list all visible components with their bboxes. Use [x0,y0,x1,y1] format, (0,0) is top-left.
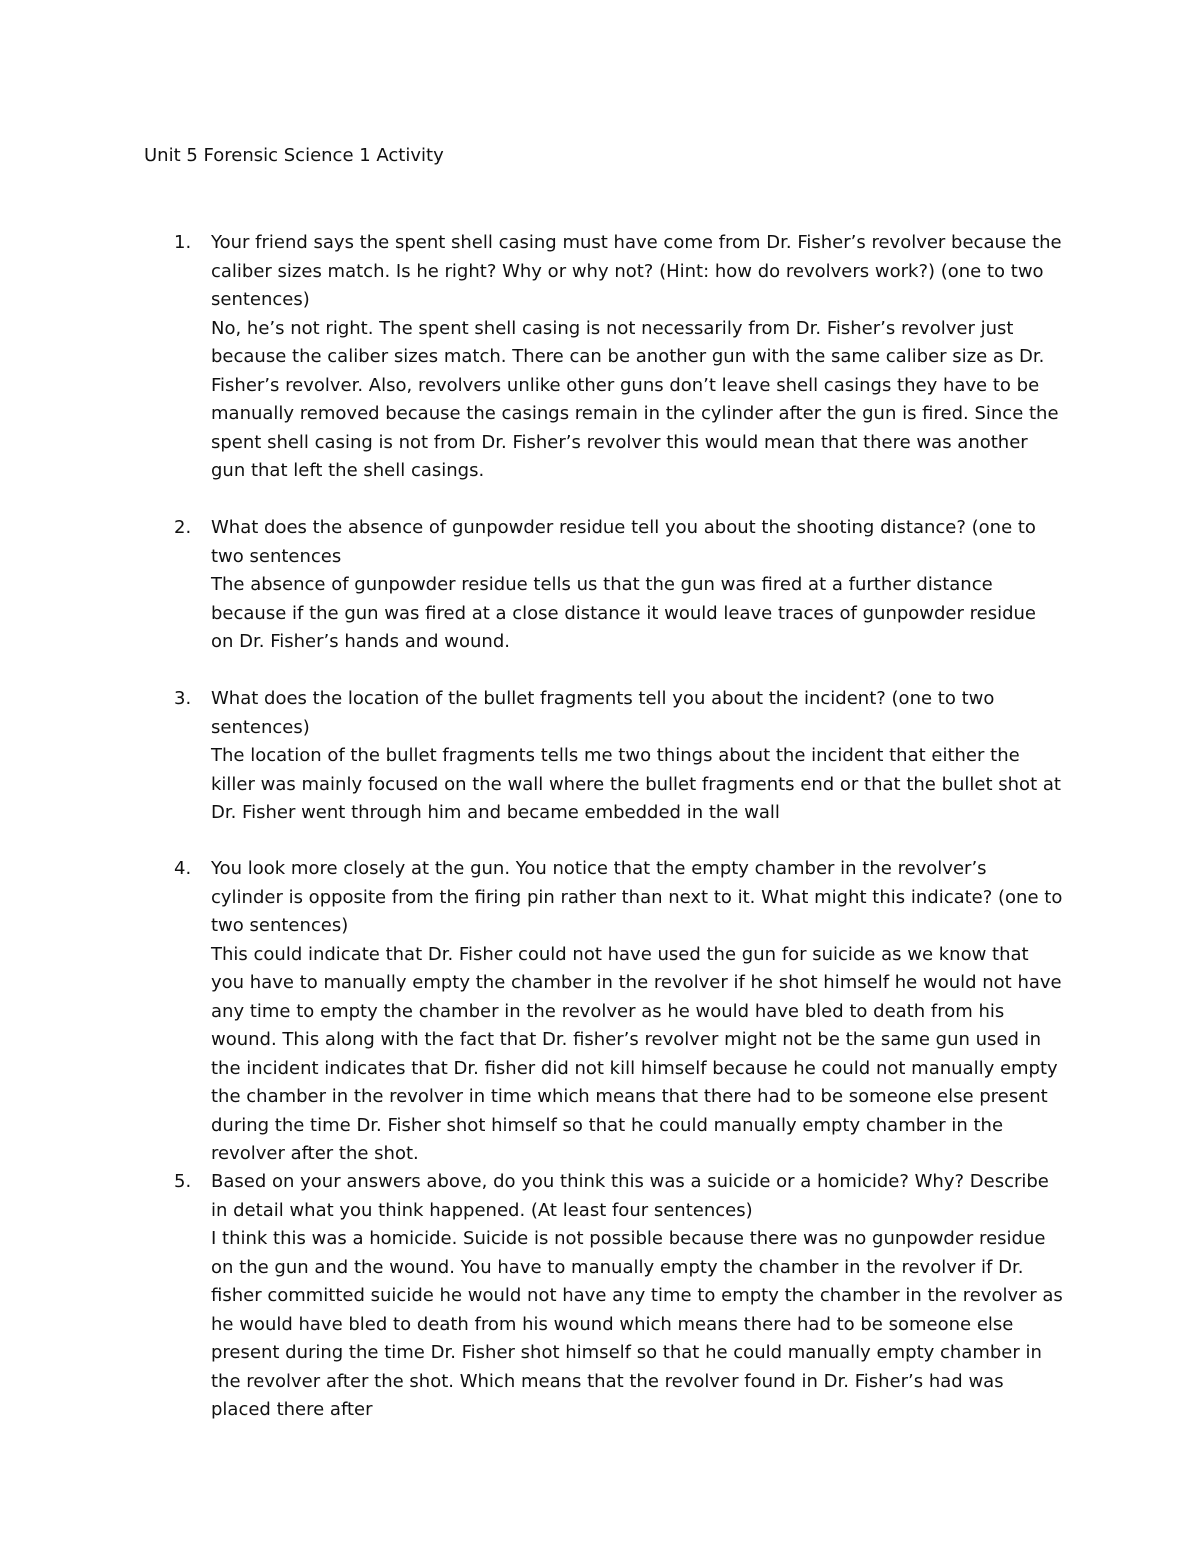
question-number: 5. [174,1171,192,1192]
answer-text: I think this was a homicide. Suicide is not possible because there was no gunpowder residue on the gun and the wound. You have to manually empty the chamber in the revolver if Dr. fisher committed suicide he would not have any time to empty the chamber in the revolver as he would have bled to death from his wound which means there had to be someone else present during the time Dr. Fisher shot himself so that he could manually empty chamber in the revolver after the shot. Which means that the revolver found in Dr. Fisher’s had was placed there after [211,1228,1063,1420]
question-item-3 [174,685,1063,828]
answer-text: The location of the bullet fragments tells me two things about the incident that either the killer was mainly focused on the wall where the bullet fragments end or that the bullet shot at Dr. Fisher went through him and became embedded in the wall [211,745,1061,823]
question-item-4 [174,855,1063,1169]
answer-text: No, he’s not right. The spent shell casing is not necessarily from Dr. Fisher’s revolver just because the caliber sizes match. There can be another gun with the same caliber size as Dr. Fisher’s revolver. Also, revolvers unlike other guns don’t leave shell casings they have to be manually removed because the casings remain in the cylinder after the gun is fired. Since the spent shell casing is not from Dr. Fisher’s revolver this would mean that there was another gun that left the shell casings. [211,317,1059,481]
question-number: 1. [174,232,192,253]
question-text: Your friend says the spent shell casing must have come from Dr. Fisher’s revolver because the caliber sizes match. Is he right? Why or why not? (Hint: how do revolvers work?) (one to two sentences) [211,232,1062,310]
document-title: Unit 5 Forensic Science 1 Activity [144,145,444,166]
question-text: You look more closely at the gun. You notice that the empty chamber in the revolver’s cylinder is opposite from the firing pin rather than next to it. What might this indicate? (one to two sentences) [211,858,1063,936]
question-text: Based on your answers above, do you think this was a suicide or a homicide? Why? Describe in detail what you think happened. (At least four sentences) [211,1171,1049,1221]
question-number: 2. [174,517,192,538]
answer-text: This could indicate that Dr. Fisher could not have used the gun for suicide as we know that you have to manually empty the chamber in the revolver if he shot himself he would not have any time to empty the chamber in the revolver as he would have bled to death from his wound. This along with the fact that Dr. fisher’s revolver might not be the same gun used in the incident indicates that Dr. fisher did not kill himself because he could not manually empty the chamber in the revolver in time which means that there had to be someone else present during the time Dr. Fisher shot himself so that he could manually empty chamber in the revolver after the shot. [211,943,1062,1164]
question-number: 3. [174,688,192,709]
question-text: What does the location of the bullet fragments tell you about the incident? (one to two sentences) [211,688,995,738]
question-number: 4. [174,858,192,879]
question-text: What does the absence of gunpowder residue tell you about the shooting distance? (one to two sentences [211,517,1036,567]
question-item-5 [174,1168,1063,1425]
question-item-2 [174,514,1063,657]
answer-text: The absence of gunpowder residue tells us that the gun was fired at a further distance because if the gun was fired at a close distance it would leave traces of gunpowder residue on Dr. Fisher’s hands and wound. [211,574,1036,652]
question-item-1 [174,229,1063,486]
